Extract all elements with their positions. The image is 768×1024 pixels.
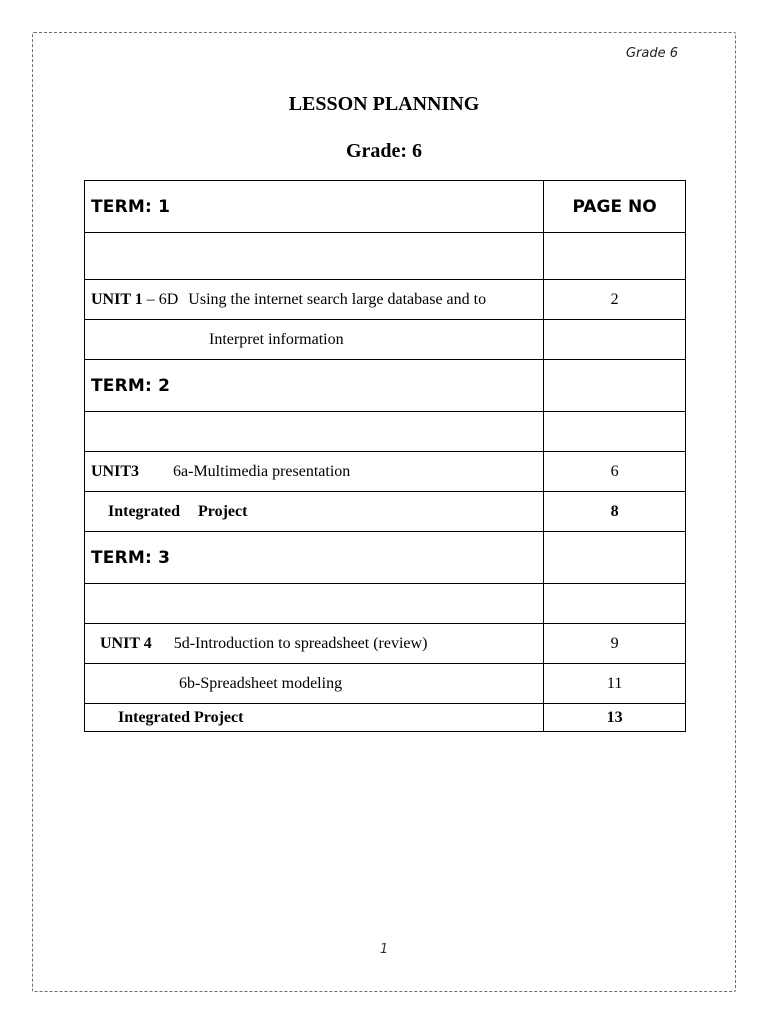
term-1-heading: TERM: 1 (91, 196, 171, 217)
term-3-heading: TERM: 3 (91, 547, 171, 568)
table-row-integrated-2 (85, 704, 686, 732)
unit-4-page: 9 (610, 634, 619, 652)
table-row-term1 (85, 181, 686, 233)
integrated-1-project: Project (197, 502, 248, 520)
unit-1-dash: – (146, 290, 155, 308)
unit-3-label: UNIT3 (91, 462, 140, 480)
unit-1-label: UNIT 1 (91, 290, 143, 308)
unit-3-page: 6 (610, 462, 619, 480)
page-title: LESSON PLANNING (288, 93, 480, 115)
page-subtitle: Grade: 6 (345, 140, 423, 162)
unit-1-page: 2 (610, 290, 619, 308)
integrated-2-page: 13 (606, 708, 623, 726)
table-row-unit3 (85, 452, 686, 492)
term-2-heading: TERM: 2 (91, 375, 171, 396)
unit-4-b-page: 11 (606, 674, 623, 692)
lesson-plan-table (84, 180, 686, 732)
table-row-term2 (85, 360, 686, 412)
table-row-unit1-cont (85, 320, 686, 360)
unit-4-label: UNIT 4 (100, 634, 152, 652)
table-row-blank (85, 412, 686, 452)
table-row-blank (85, 584, 686, 624)
table-row-blank (85, 233, 686, 280)
page-no-header: PAGE NO (572, 196, 657, 217)
unit-3-title: 6a-Multimedia presentation (173, 462, 351, 480)
table-row-unit1 (85, 280, 686, 320)
grade-corner-label: Grade 6 (625, 46, 678, 61)
unit-4-title: 5d-Introduction to spreadsheet (review) (173, 634, 428, 652)
unit-1-title: Using the internet search large database and to (188, 290, 487, 308)
unit-1-title-cont: Interpret information (209, 330, 344, 348)
page-number: 1 (379, 942, 389, 957)
integrated-1-page: 8 (610, 502, 619, 520)
table-row-unit4 (85, 624, 686, 664)
integrated-2-word: Integrated (118, 708, 190, 726)
unit-4-b-title: 6b-Spreadsheet modeling (179, 674, 343, 692)
integrated-1-word: Integrated (108, 502, 180, 520)
table-row-term3 (85, 532, 686, 584)
table-row-integrated-1 (85, 492, 686, 532)
unit-1-code: 6D (158, 290, 179, 308)
integrated-2-project: Project (193, 708, 244, 726)
table-row-unit4-b (85, 664, 686, 704)
